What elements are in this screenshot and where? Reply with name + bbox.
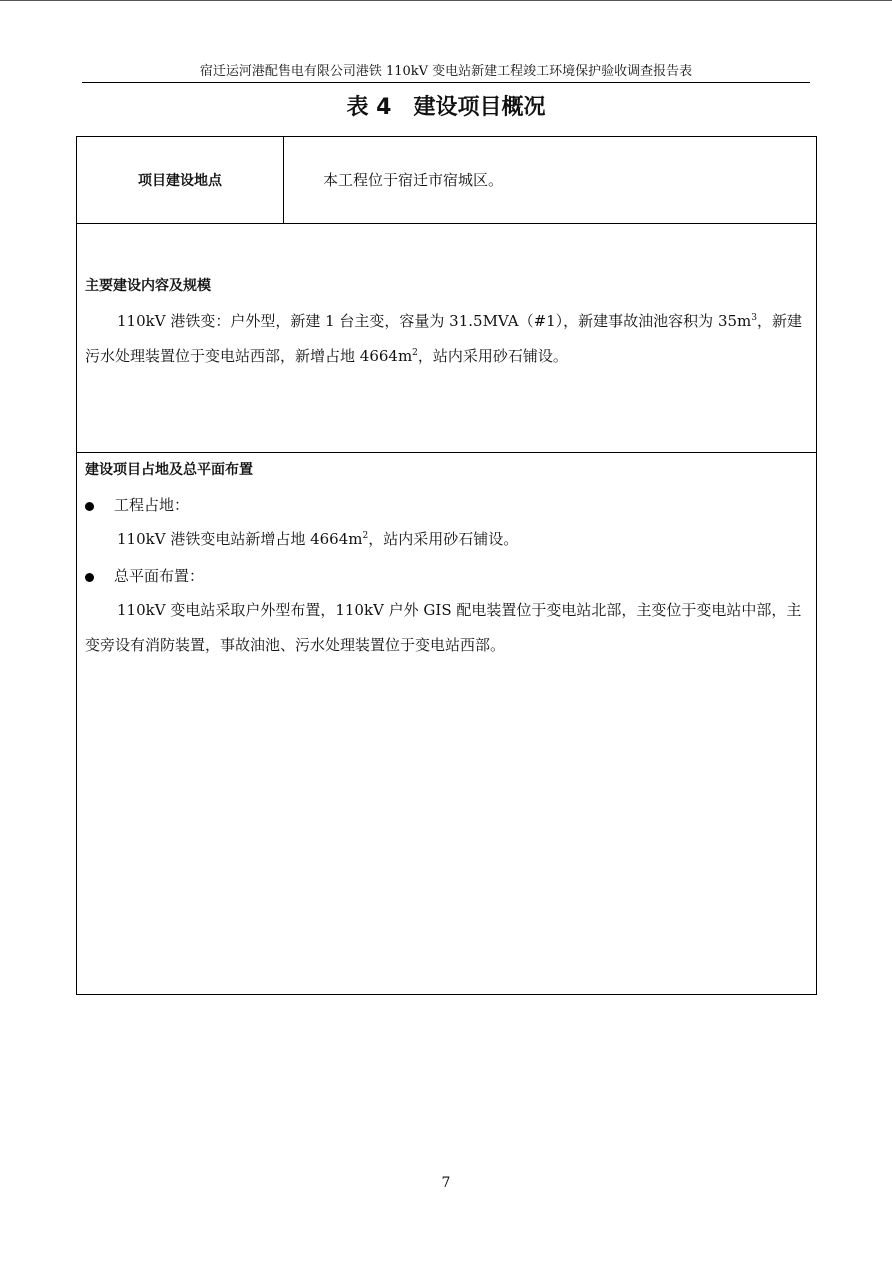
location-row (77, 137, 816, 224)
page-top-border (0, 0, 892, 1)
location-value: 本工程位于宿迁市宿城区。 (323, 171, 504, 189)
location-label-cell (77, 137, 284, 223)
bullet-dot-icon (85, 573, 94, 582)
scale-heading: 主要建设内容及规模 (85, 278, 211, 294)
layout-heading: 建设项目占地及总平面布置 (85, 462, 253, 478)
running-header: 宿迁运河港配售电有限公司港铁 110kV 变电站新建工程竣工环境保护验收调查报告表 (199, 64, 693, 79)
scale-paragraph (85, 304, 807, 374)
site-plan-bullet: 总平面布置： (85, 567, 204, 585)
scale-line-1: 110kV 港铁变：户外型，新建 1 台主变，容量为 31.5MVA（#1），新建事故油池容积为 $35m^3$，新建 (117, 312, 803, 330)
site-plan-line-1: 110kV 变电站采取户外型布置，110kV 户外 GIS 配电装置位于变电站北部，主变位于变电站中部，主 (117, 601, 802, 619)
scale-line-2: 污水处理装置位于变电站西部，新增占地 $4664m^2$，站内采用砂石铺设。 (85, 347, 568, 365)
project-overview-table (76, 136, 817, 995)
header-rule (82, 82, 810, 83)
layout-row (77, 453, 816, 993)
land-use-paragraph: 110kV 港铁变电站新增占地 $4664m^2$，站内采用砂石铺设。 (117, 530, 519, 548)
site-plan-line-2: 变旁设有消防装置，事故油池、污水处理装置位于变电站西部。 (85, 636, 506, 654)
site-plan-paragraph (85, 593, 807, 663)
bullet-dot-icon (85, 502, 94, 511)
scale-row (77, 224, 816, 453)
location-label: 项目建设地点 (138, 173, 222, 189)
page-number: 7 (441, 1175, 451, 1191)
land-use-bullet: 工程占地： (85, 496, 189, 514)
table-title: 表 4 建设项目概况 (346, 95, 546, 120)
